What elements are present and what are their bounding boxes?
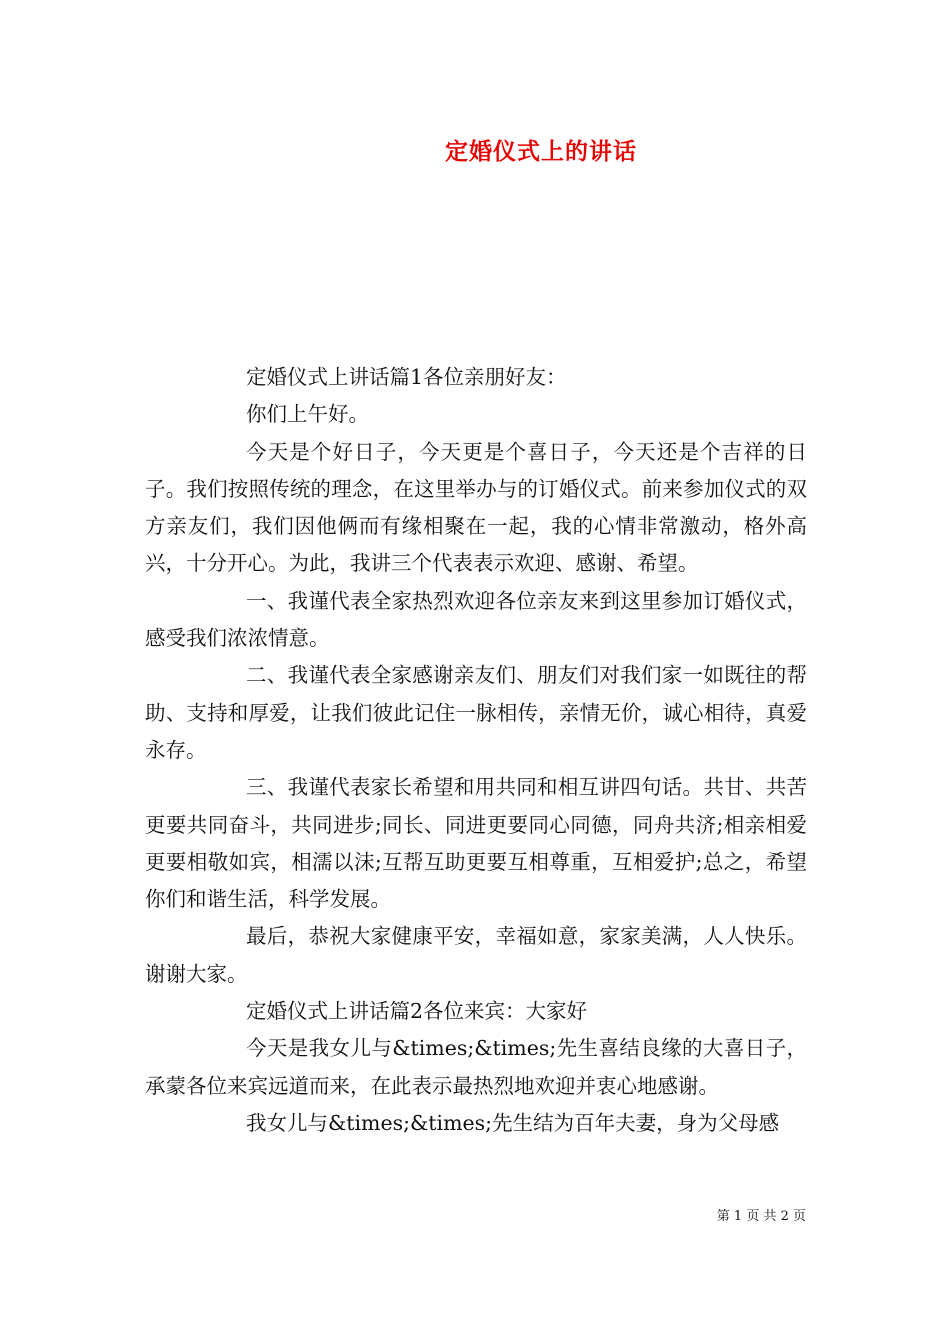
paragraph: 最后，恭祝大家健康平安，幸福如意，家家美满，人人快乐。谢谢大家。 [145,924,807,986]
paragraph: 今天是我女儿与&times;&times;先生喜结良缘的大喜日子，承蒙各位来宾远道而来，在此表示最热烈地欢迎并衷心地感谢。 [145,1036,807,1098]
document-body [145,359,807,1142]
paragraph: 定婚仪式上讲话篇1各位亲朋好友： [246,365,567,389]
paragraph: 定婚仪式上讲话篇2各位来宾：大家好 [246,999,588,1024]
paragraph: 今天是个好日子，今天更是个喜日子，今天还是个吉祥的日子。我们按照传统的理念，在这里举办与的订婚仪式。前来参加仪式的双方亲友们，我们因他俩而有缘相聚在一起，我的心情非常激动，格外高兴，十分开心。为此，我讲三个代表表示欢迎、感谢、希望。 [145,439,807,576]
page-footer: 第 1 页 共 2 页 [716,1209,806,1224]
paragraph: 二、我谨代表全家感谢亲友们、朋友们对我们家一如既往的帮助、支持和厚爱，让我们彼此记住一脉相传，亲情无价，诚心相待，真爱永存。 [145,663,807,762]
paragraph: 一、我谨代表全家热烈欢迎各位亲友来到这里参加订婚仪式，感受我们浓浓情意。 [145,588,807,651]
paragraph: 我女儿与&times;&times;先生结为百年夫妻，身为父母感 [246,1110,780,1135]
page-title: 定婚仪式上的讲话 [445,139,637,165]
paragraph: 三、我谨代表家长希望和用共同和相互讲四句话。共甘、共苦更要共同奋斗，共同进步;同长、同进更要同心同德，同舟共济;相亲相爱更要相敬如宾，相濡以沫;互帮互助更要互相尊重，互相爱护;总之，希望你们和谐生活，科学发展。 [145,775,807,912]
paragraph: 你们上午好。 [246,402,369,427]
